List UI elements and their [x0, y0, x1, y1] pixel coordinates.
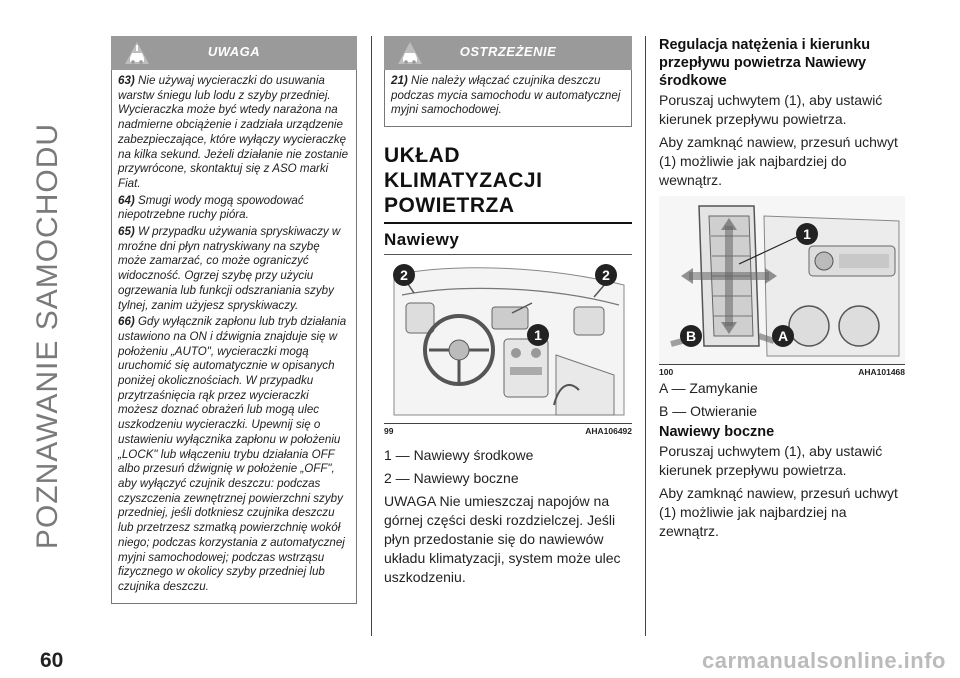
figure-code: AHA106492: [585, 426, 632, 437]
legend-item: A — Zamykanie: [659, 380, 758, 396]
heading-central-vents: Regulacja natężenia i kierunku przepływu powietrza Nawiewy środkowe: [659, 37, 871, 89]
caution-title: OSTRZEŻENIE: [459, 44, 557, 59]
figure-code: AHA101468: [858, 367, 905, 377]
heading-side-vents: Nawiewy boczne: [659, 424, 775, 440]
note-text: Nie używaj wycieraczki do usuwania warstw śniegu lub lodu z szyby przedniej. Wycieraczka może być wtedy narażona na nadmierne obciążenie i zadziała urządzenie zabezpieczające, które wyłączy wycieraczkę na kilka sekund. Jeżeli działanie nie zostanie przywrócone, skontaktuj się z ASO marki Fiat.: [118, 74, 349, 190]
body-paragraph: UWAGA Nie umieszczaj napojów na górnej części deski rozdzielczej. Jeśli płyn przedostanie się do nawiewów układu klimatyzacji, system może ulec uszkodzeniu.: [384, 493, 621, 586]
note-number: 64): [118, 193, 135, 207]
figure-number: 100: [659, 367, 674, 377]
note-65: [118, 225, 350, 313]
chapter-side-title: POZNAWANIE SAMOCHODU: [31, 122, 64, 550]
middle-column: [384, 36, 632, 589]
section-title-line: POWIETRZA: [384, 194, 515, 218]
note-number: 65): [118, 225, 135, 239]
section-title-line: KLIMATYZACJI: [384, 169, 543, 193]
callout-label: 2: [400, 267, 408, 284]
page-number: 60: [40, 649, 64, 672]
note-66: [118, 315, 350, 594]
figure-number: 99: [384, 426, 394, 437]
callout-label: 2: [602, 267, 610, 284]
body-paragraph: Poruszaj uchwytem (1), aby ustawić kierunek przepływu powietrza.: [659, 443, 883, 478]
right-column: [659, 36, 905, 543]
legend-item: 2 — Nawiewy boczne: [384, 470, 519, 487]
legend-item: B — Otwieranie: [659, 403, 758, 419]
note-text: Nie należy włączać czujnika deszczu podczas mycia samochodu w automatycznej myjni samochodowej.: [391, 74, 621, 117]
section-rule: [384, 222, 632, 224]
figure-99: [384, 255, 632, 424]
vent-illustration: [659, 196, 905, 364]
warning-body: [111, 70, 357, 604]
figure-100: [659, 196, 905, 365]
body-paragraph: Aby zamknąć nawiew, przesuń uchwyt (1) możliwie jak najbardziej do wewnątrz.: [659, 134, 898, 188]
body-paragraph: Aby zamknąć nawiew, przesuń uchwyt (1) możliwie jak najbardziej na zewnątrz.: [659, 485, 898, 539]
note-number: 66): [118, 315, 135, 329]
body-paragraph: Poruszaj uchwytem (1), aby ustawić kierunek przepływu powietrza.: [659, 92, 883, 127]
caution-header: [384, 36, 632, 70]
section-title: [384, 143, 632, 218]
warning-box: [111, 36, 357, 604]
legend-item: 1 — Nawiewy środkowe: [384, 447, 534, 464]
column-divider: [645, 36, 646, 636]
column-divider: [371, 36, 372, 636]
warning-title: UWAGA: [207, 44, 261, 59]
warning-header: [111, 36, 357, 70]
note-21: [391, 74, 625, 118]
subsection-title: Nawiewy: [384, 230, 460, 250]
watermark: carmanualsonline.info: [702, 648, 946, 673]
dashboard-illustration: [384, 255, 632, 423]
caution-body: [384, 70, 632, 127]
callout-label: A: [777, 328, 789, 344]
note-text: Smugi wody mogą spowodować niepotrzebne ruchy pióra.: [118, 193, 304, 222]
callout-label: B: [685, 328, 697, 344]
section-title-line: UKŁAD: [384, 144, 460, 168]
figure-99-caption: [384, 426, 632, 436]
callout-label: 1: [534, 327, 542, 344]
callout-label: 1: [803, 226, 811, 242]
note-64: [118, 194, 350, 223]
note-63: [118, 74, 350, 192]
note-number: 21): [391, 74, 408, 87]
note-number: 63): [118, 74, 135, 87]
note-text: W przypadku używania spryskiwaczy w mroźne dni płyn natryskiwany na szybę może zamarzać, co może ograniczyć widoczność. Ogrzej szybę przy użyciu ogrzewania lub funkcji odszraniania szyby tylnej, zanim użyjesz spryskiwaczy.: [118, 225, 341, 312]
note-text: Gdy wyłącznik zapłonu lub tryb działania ustawiono na ON i dźwignia znajduje się w położeniu „AUTO", wycieraczki mogą uruchomić się automatycznie w opisanych poniżej okolicznościach. W przypadku przytrzaśnięcia rąk przez wycieraczki możesz doznać obrażeń lub mogą ulec uszkodzeniu wycieraczki. Upewnij się o ustawieniu wyłącznika zapłonu w położeniu „LOCK" lub włączeniu trybu działania OFF albo przesuń dźwignię w położenie „OFF", aby wyłączyć czujnik deszczu: podczas czyszczenia zewnętrznej powierzchni szyby przedniej, jeśli dotkniesz czujnika deszczu lub przetrzesz szmatką powierzchnię wokół niego; podczas korzystania z automatycznej myjni samochodowej; podczas wstrząsu fizycznego w okolicy szyby przedniej lub czujnika deszczu.: [118, 315, 347, 593]
figure-100-caption: [659, 367, 905, 377]
